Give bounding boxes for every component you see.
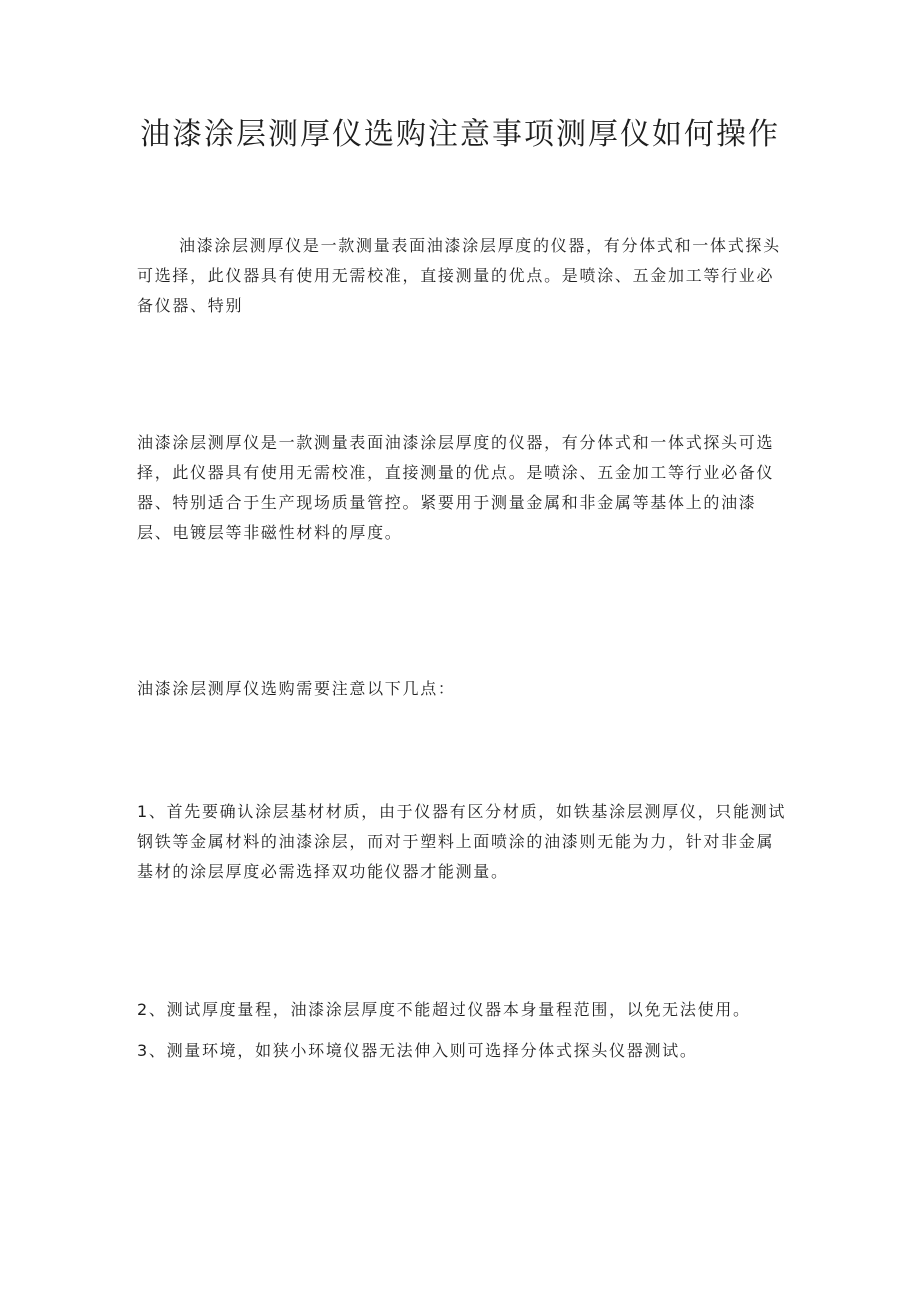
list-item-2: 2、测试厚度量程，油漆涂层厚度不能超过仪器本身量程范围，以免无法使用。 xyxy=(137,1000,751,1019)
intro-paragraph: 油漆涂层测厚仪是一款测量表面油漆涂层厚度的仪器，有分体式和一体式探头可选择，此仪器具有使用无需校准，直接测量的优点。是喷涂、五金加工等行业必备仪器、特别 xyxy=(137,236,781,315)
document-title: 油漆涂层测厚仪选购注意事项测厚仪如何操作 xyxy=(140,117,780,152)
selection-notes-heading: 油漆涂层测厚仪选购需要注意以下几点： xyxy=(137,679,456,698)
description-paragraph: 油漆涂层测厚仪是一款测量表面油漆涂层厚度的仪器，有分体式和一体式探头可选择，此仪器具有使用无需校准，直接测量的优点。是喷涂、五金加工等行业必备仪器、特别适合于生产现场质量管控。紧要用于测量金属和非金属等基体上的油漆层、电镀层等非磁性材料的厚度。 xyxy=(137,433,775,542)
list-item-3: 3、测量环境，如狭小环境仪器无法伸入则可选择分体式探头仪器测试。 xyxy=(137,1041,698,1060)
list-item-1: 1、首先要确认涂层基材材质，由于仪器有区分材质，如铁基涂层测厚仪，只能测试钢铁等金属材料的油漆涂层，而对于塑料上面喷涂的油漆则无能为力，针对非金属基材的涂层厚度必需选择双功能仪器才能测量。 xyxy=(137,802,787,881)
